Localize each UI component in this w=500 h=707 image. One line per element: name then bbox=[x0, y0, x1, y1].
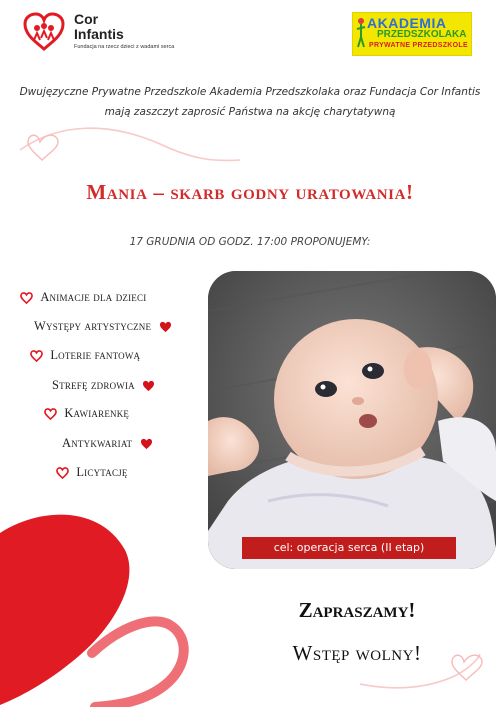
activity-item bbox=[34, 319, 172, 334]
intro-text bbox=[10, 82, 490, 122]
heart-icon bbox=[142, 380, 155, 392]
event-date-line: 17 GRUDNIA OD GODZ. 17:00 PROPONUJEMY: bbox=[129, 236, 371, 248]
heart-outline-icon bbox=[30, 350, 43, 362]
akademia-title: AKADEMIA bbox=[367, 15, 447, 31]
activity-item bbox=[52, 378, 155, 393]
activity-label: Strefę zdrowia bbox=[52, 378, 135, 392]
closing-invite: Zapraszamy! bbox=[298, 598, 416, 622]
large-heart-icon bbox=[0, 505, 200, 707]
cor-infantis-logo bbox=[22, 10, 182, 58]
activity-item bbox=[56, 465, 128, 480]
heart-outline-icon bbox=[20, 292, 33, 304]
heart-icon bbox=[140, 438, 153, 450]
baby-photo-illustration bbox=[208, 271, 496, 569]
cor-infantis-tagline: Fundacja na rzecz dzieci z wadami serca bbox=[74, 44, 175, 50]
activity-label: Antykwariat bbox=[62, 436, 133, 450]
activity-item bbox=[62, 436, 153, 451]
akademia-subtitle: PRZEDSZKOLAKA bbox=[377, 29, 467, 40]
heart-outline-icon bbox=[56, 467, 69, 479]
akademia-tagline: PRYWATNE PRZEDSZKOLE bbox=[369, 42, 468, 49]
intro-line-2: mają zaszczyt zaprosić Państwa na akcję charytatywną bbox=[104, 106, 396, 118]
heart-icon bbox=[159, 321, 172, 333]
baby-photo bbox=[208, 271, 496, 569]
activity-label: Animacje dla dzieci bbox=[40, 290, 147, 304]
activity-item bbox=[30, 348, 140, 363]
activity-item bbox=[44, 406, 129, 421]
heart-outline-icon bbox=[44, 408, 57, 420]
activity-item bbox=[20, 290, 146, 305]
heart-family-logo-icon bbox=[22, 12, 66, 52]
child-figure-icon bbox=[356, 17, 366, 49]
activity-label: Występy artystyczne bbox=[34, 319, 152, 333]
photo-caption: cel: operacja serca (II etap) bbox=[242, 537, 456, 559]
intro-line-1: Dwujęzyczne Prywatne Przedszkole Akademia Przedszkolaka oraz Fundacja Cor Infantis bbox=[19, 86, 481, 98]
cor-infantis-name: Cor Infantis bbox=[74, 11, 124, 42]
event-title: Mania – skarb godny uratowania! bbox=[86, 180, 414, 204]
activity-label: Loterie fantową bbox=[50, 348, 141, 362]
activity-label: Licytację bbox=[76, 465, 128, 479]
activity-label: Kawiarenkę bbox=[64, 406, 130, 420]
akademia-przedszkolaka-logo bbox=[352, 12, 472, 56]
closing-free-entry: Wstęp wolny! bbox=[292, 641, 422, 665]
